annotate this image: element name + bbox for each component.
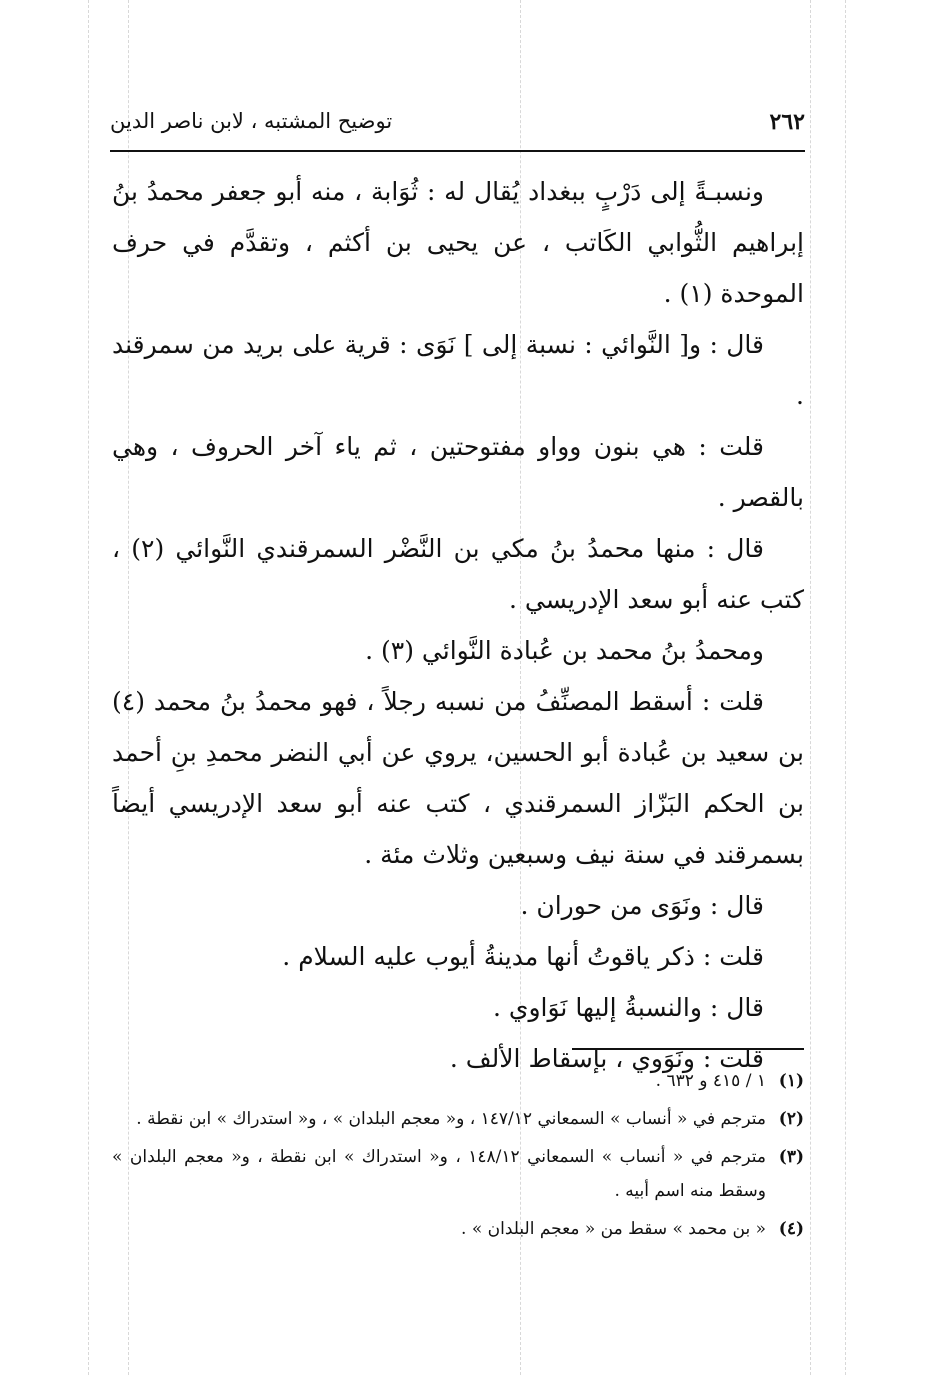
paragraph: قال : ونَوَى من حوران . <box>520 891 764 920</box>
footnote-text: ١ / ٤١٥ و ٦٣٢ . <box>655 1071 766 1091</box>
footnote-text: مترجم في « أنساب » السمعاني ١٤٧/١٢ ، و« معجم البلدان » ، و« استدراك » ابن نقطة . <box>136 1109 766 1129</box>
footnote-rule <box>572 1048 804 1050</box>
footnote-text: مترجم في « أنساب » السمعاني ١٤٨/١٢ ، و« استدراك » ابن نقطة ، و« معجم البلدان » وسقط منه اسم أبيه . <box>112 1147 766 1201</box>
paragraph: قال : والنسبةُ إليها نَوَاوي . <box>493 993 764 1022</box>
scan-guide-line <box>810 0 811 1375</box>
footnote-number: (٢) <box>778 1109 804 1129</box>
footnote-number: (٣) <box>778 1147 804 1167</box>
paragraph: قال : منها محمدُ بنُ مكي بن النَّضْر السمرقندي النَّوائي (٢) ، كتب عنه أبو سعد الإدريسي . <box>112 534 804 614</box>
main-text <box>112 166 804 1084</box>
footnote <box>112 1102 804 1136</box>
running-header <box>110 103 805 143</box>
footnote <box>112 1212 804 1246</box>
paragraph: ونسبـةً إلى دَرْبٍ ببغداد يُقال له : ثُوَابة ، منه أبو جعفر محمدُ بنُ إبراهيم الثُّوابي الكَاتب ، عن يحيى بن أكثم ، وتقدَّم في حرف الموحدة (١) . <box>112 177 804 308</box>
paragraph: قلت : هي بنون وواو مفتوحتين ، ثم ياء آخر الحروف ، وهي بالقصر . <box>112 432 804 512</box>
header-rule <box>110 150 805 152</box>
paragraph: قلت : ونَوَوي ، بإسقاط الألف . <box>449 1044 764 1073</box>
page-number: ٢٦٢ <box>769 109 805 135</box>
scan-guide-line <box>845 0 846 1375</box>
footnote <box>112 1064 804 1098</box>
paragraph: ومحمدُ بنُ محمد بن عُبادة النَّوائي (٣) . <box>365 636 764 665</box>
running-title: توضيح المشتبه ، لابن ناصر الدين <box>110 109 393 133</box>
paragraph: قلت : أسقط المصنِّفُ من نسبه رجلاً ، فهو محمدُ بنُ محمد (٤) بن سعيد بن عُبادة أبو الحسين، يروي عن أبي النضر محمدِ بنِ أحمد بن الحكم البَزّاز السمرقندي ، كتب عنه أبو سعد الإدريسي أيضاً بسمرقند في سنة نيف وسبعين وثلاث مئة . <box>112 687 804 869</box>
footnote-number: (٤) <box>778 1219 804 1239</box>
scan-guide-line <box>88 0 89 1375</box>
footnote-text: « بن محمد » سقط من « معجم البلدان » . <box>461 1219 766 1239</box>
paragraph: قال : و[ النَّوائي : نسبة إلى ] نَوَى : قرية على بريد من سمرقند . <box>112 330 804 410</box>
footnote-number: (١) <box>778 1071 804 1091</box>
footnote <box>112 1140 804 1208</box>
paragraph: قلت : ذكر ياقوتُ أنها مدينةُ أيوب عليه السلام . <box>282 942 764 971</box>
footnotes <box>112 1064 804 1250</box>
